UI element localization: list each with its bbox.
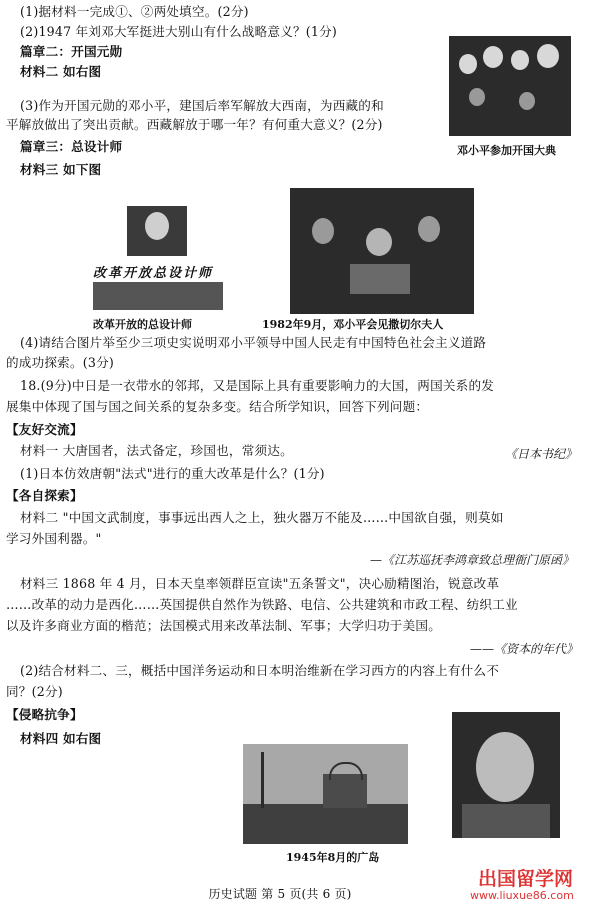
section-friendly-exchange: 【友好交流】 [6, 422, 83, 437]
thatcher-meeting-caption: 1982年9月，邓小平会见撒切尔夫人 [262, 318, 444, 331]
founding-ceremony-caption: 邓小平参加开国大典 [457, 144, 556, 157]
chapter-2-heading: 篇章二：开国元勋 [20, 44, 123, 59]
page-footer: 历史试题 第 5 页(共 6 页) [208, 887, 352, 901]
material-1-source: 《日本书纪》 [505, 447, 578, 461]
section-aggression-resistance: 【侵略抗争】 [6, 707, 83, 722]
watermark-url: www.liuxue86.com [470, 889, 574, 902]
material-3b-line3: 以及许多商业方面的楷范；法国模式用来改革法制、军事；大学归功于美国。 [6, 618, 441, 633]
question-3-line1: (3)作为开国元勋的邓小平，建国后率军解放大西南，为西藏的和 [20, 98, 384, 113]
material-4-label: 材料四 如右图 [20, 731, 102, 746]
question-18-line2: 展集中体现了国与国之间关系的复杂多变。结合所学知识，回答下列问题： [6, 399, 429, 414]
calligraphy-caption: 改革开放的总设计师 [93, 318, 192, 331]
material-2b-line2: 学习外国利器。" [6, 531, 102, 546]
section-separate-exploration: 【各自探索】 [6, 488, 83, 503]
material-3-label: 材料三 如下图 [20, 162, 102, 177]
question-18-line1: 18.(9分)中日是一衣带水的邻邦，又是国际上具有重要影响力的大国，两国关系的发 [20, 378, 495, 393]
question-3-line2: 平解放做出了突出贡献。西藏解放于哪一年？有何重大意义？(2分) [6, 117, 383, 132]
founding-ceremony-photo [449, 36, 571, 136]
question-4-line2: 的成功探索。(3分) [6, 355, 114, 370]
hiroshima-caption: 1945年8月的广岛 [286, 851, 380, 864]
watermark-site-name: 出国留学网 [478, 868, 574, 890]
material-2b-source: —《江苏巡抚李鸿章致总理衙门原函》 [370, 553, 575, 567]
material-2b-line1: 材料二 "中国文武制度，事事远出西人之上，独火器万不能及……中国欲自强，则莫如 [20, 510, 504, 525]
chapter-3-heading: 篇章三：总设计师 [20, 139, 123, 154]
calligraphy-strip [93, 282, 223, 310]
calligraphy-inscription: 改革开放总设计师 [93, 266, 214, 281]
question-18-2-line1: (2)结合材料二、三，概括中国洋务运动和日本明治维新在学习西方的内容上有什么不 [20, 663, 500, 678]
deng-portrait-photo [127, 206, 187, 256]
thatcher-meeting-photo [290, 188, 474, 314]
material-3b-source: ——《资本的年代》 [470, 642, 579, 656]
question-18-1: (1)日本仿效唐朝"法式"进行的重大改革是什么？(1分) [20, 466, 325, 481]
question-18-2-line2: 同？(2分) [6, 684, 63, 699]
question-1: (1)据材料一完成①、②两处填空。(2分) [20, 4, 249, 19]
question-2: (2)1947 年刘邓大军挺进大别山有什么战略意义？(1分) [20, 24, 338, 39]
material-3b-line2: ……改革的动力是西化……英国提供自然作为铁路、电信、公共建筑和市政工程、纺织工业 [6, 597, 518, 612]
portrait-photo [452, 712, 560, 838]
question-4-line1: (4)请结合图片举至少三项史实说明邓小平领导中国人民走有中国特色社会主义道路 [20, 335, 487, 350]
material-3b-line1: 材料三 1868 年 4 月，日本天皇率领群臣宣读"五条誓文"，决心励精图治，锐意改革 [20, 576, 500, 591]
material-2-label: 材料二 如右图 [20, 64, 102, 79]
hiroshima-photo [243, 744, 408, 844]
material-1-text: 材料一 大唐国者，法式备定，珍国也，常须达。 [20, 443, 293, 458]
